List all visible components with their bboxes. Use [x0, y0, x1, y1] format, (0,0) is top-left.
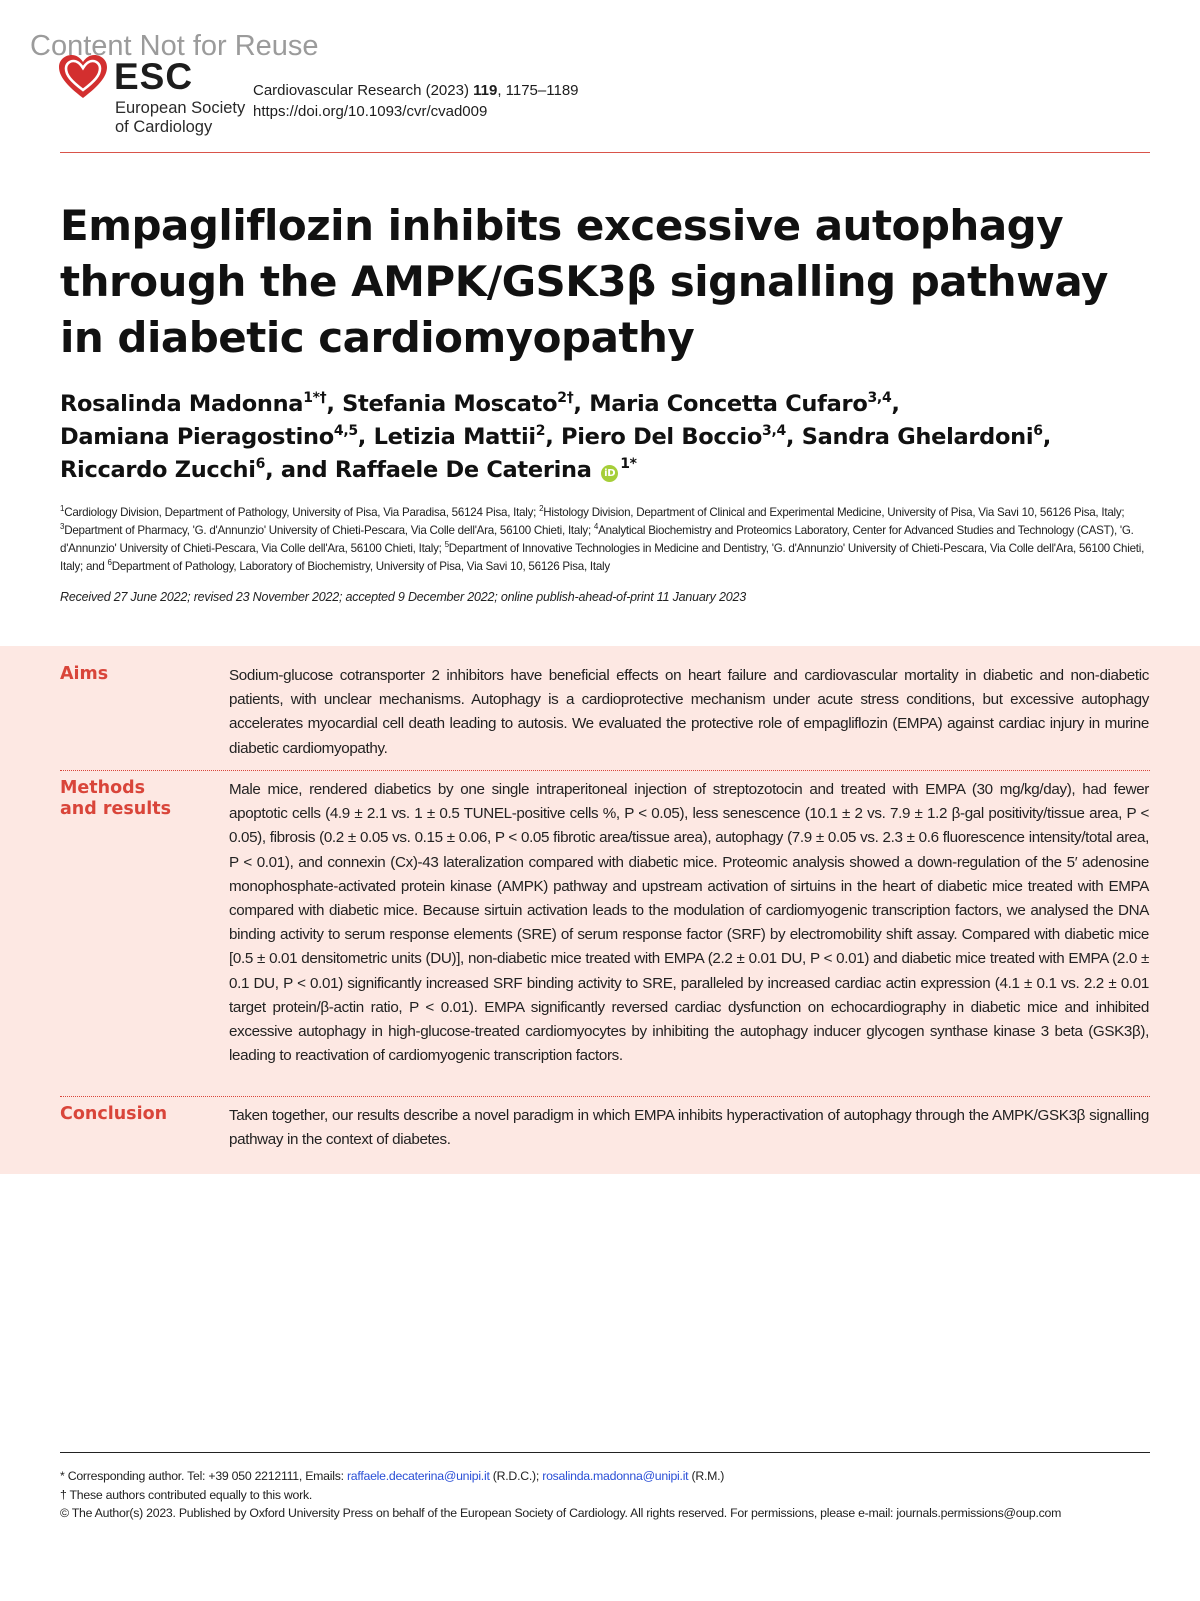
affiliation: Department of Pathology, Laboratory of Biochemistry, University of Pisa, Via Savi 10, 56126 Pisa, Italy — [111, 560, 610, 573]
journal-citation — [253, 80, 579, 122]
title-line-1: Empagliflozin inhibits excessive autophagy — [60, 201, 1064, 250]
methods-label-line-1: Methods — [60, 778, 146, 798]
methods-label-line-2: and results — [60, 799, 172, 819]
conclusion-label: Conclusion — [60, 1104, 168, 1124]
author: Maria Concetta Cufaro$^{3,4}$, — [589, 390, 900, 417]
email-link[interactable]: raffaele.decaterina@unipi.it — [346, 1469, 490, 1483]
methods-results-label — [60, 778, 210, 820]
author: Letizia Mattii$^2$, — [373, 423, 562, 450]
aims-text: Sodium-glucose cotransporter 2 inhibitors have beneficial effects on heart failure and cardiovascular mortality in diabetic and non-diabetic patients, with unclear mechanisms. Autophagy is a cardioprotective mechanism under acute stress conditions, but excessive autophagy accelerates myocardial cell death leading to autosis. We evaluated the protective role of empagliflozin (EMPA) against cardiac injury in murine diabetic cardiomyopathy. — [229, 667, 1149, 757]
section-divider — [60, 1096, 1150, 1097]
equal-contribution-note: † These authors contributed equally to this work. — [60, 1487, 313, 1502]
footnote-rule — [60, 1452, 1150, 1453]
citation-line — [253, 80, 579, 101]
author-list — [60, 388, 1150, 487]
logo-line-2: of Cardiology — [115, 118, 213, 136]
affiliation: Department of Innovative Technologies in Medicine and Dentistry, 'G. d'Annunzio' University of Chieti-Pescara, Via Colle dell'Ara, 56100 Chieti, Italy; and — [60, 542, 1145, 573]
watermark: Content Not for Reuse — [30, 30, 319, 62]
logo-society-name — [115, 99, 245, 137]
title-line-3: in diabetic cardiomyopathy — [60, 313, 695, 362]
footnotes — [60, 1467, 1152, 1523]
conclusion-section — [60, 1104, 1150, 1160]
affiliation: Cardiology Division, Department of Pathology, University of Pisa, Via Paradisa, 56124 Pisa, Italy; — [64, 506, 540, 519]
methods-results-section — [60, 778, 1150, 1088]
corresponding-author-note: * Corresponding author. Tel: +39 050 2212111, Emails: raffaele.decaterina@unipi.it (R.D.C.); rosalinda.madonna@unipi.it (R.M.) — [60, 1469, 725, 1483]
author: Stefania Moscato$^{2\dagger}$, — [342, 390, 590, 417]
doi-link[interactable]: https://doi.org/10.1093/cvr/cvad009 — [253, 103, 488, 120]
affiliation: Histology Division, Department of Clinical and Experimental Medicine, University of Pisa, Via Savi 10, 56126 Pisa, Italy; — [543, 506, 1125, 519]
affiliation: Analytical Biochemistry and Proteomics Laboratory, Center for Advanced Studies and Technology (CAST), 'G. d'Annunzio' University of Chieti-Pescara, Via Colle dell'Ara, 56100 Chieti, Italy; — [60, 524, 1134, 555]
journal-name: Cardiovascular Research (2023) — [253, 82, 474, 99]
logo-line-1: European Society — [115, 99, 246, 117]
email-link[interactable]: rosalinda.madonna@unipi.it — [542, 1469, 689, 1483]
aims-section — [60, 664, 1150, 764]
journal-volume: 119 — [473, 82, 498, 99]
affiliations: $^1$Cardiology Division, Department of Pathology, University of Pisa, Via Paradisa, 56124 Pisa, Italy; $^2$Histology Division, Department of Clinical and Experimental Medicine, University of Pisa, Via Savi 10, 56126 Pisa, Italy; $^3$Department of Pharmacy, 'G. d'Annunzio' University of Chieti-Pescara, Via Colle dell'Ara, 56100 Chieti, Italy; $^4$Analytical Biochemistry and Proteomics Laboratory, Center for Advanced Studies and Technology (CAST), 'G. d'Annunzio' University of Chieti-Pescara, Via Colle dell'Ara, 56100 Chieti, Italy; $^5$Department of Innovative Technologies in Medicine and Dentistry, 'G. d'Annunzio' University of Chieti-Pescara, Via Colle dell'Ara, 56100 Chieti, Italy; and $^6$Department of Pathology, Laboratory of Biochemistry, University of Pisa, Via Savi 10, 56126 Pisa, Italy — [60, 504, 1145, 573]
author: Rosalinda Madonna$^{1*\dagger}$, — [60, 390, 343, 417]
structured-abstract — [0, 646, 1200, 1174]
affiliation: Department of Pharmacy, 'G. d'Annunzio' University of Chieti-Pescara, Via Colle dell'Ara, 56100 Chieti, Italy; — [64, 524, 594, 537]
copyright-note: © The Author(s) 2023. Published by Oxford University Press on behalf of the European Society of Cardiology. All rights reserved. For permissions, please e-mail: journals.permissions@oup.com — [60, 1506, 1062, 1520]
author: Sandra Ghelardoni$^6$, — [801, 423, 1051, 450]
conclusion-text: Taken together, our results describe a novel paradigm in which EMPA inhibits hyperactivation of autophagy through the AMPK/GSK3β signalling pathway in the context of diabetes. — [229, 1107, 1149, 1149]
author: Riccardo Zucchi$^6$, and — [60, 456, 335, 483]
title-line-2: through the AMPK/GSK3β signalling pathway — [60, 257, 1108, 306]
orcid-icon[interactable]: iD — [601, 465, 618, 482]
article-title — [60, 198, 1140, 366]
author: Damiana Pieragostino$^{4,5}$, — [60, 423, 374, 450]
section-divider — [60, 770, 1150, 771]
esc-logo[interactable] — [58, 52, 248, 136]
author: Raffaele De Caterina $iD^{1*}$ — [334, 456, 637, 483]
aims-label: Aims — [60, 664, 109, 684]
logo-abbreviation: ESC — [114, 56, 194, 97]
header-rule — [60, 152, 1150, 153]
article-dates: Received 27 June 2022; revised 23 November 2022; accepted 9 December 2022; online publish-ahead-of-print 11 January 2023 — [60, 590, 746, 604]
journal-pages: , 1175–1189 — [497, 82, 579, 99]
author: Piero Del Boccio$^{3,4}$, — [561, 423, 802, 450]
methods-results-text: Male mice, rendered diabetics by one single intraperitoneal injection of streptozotocin and treated with EMPA (30 mg/kg/day), had fewer apoptotic cells (4.9 ± 2.1 vs. 1 ± 0.5 TUNEL-positive cells %, P < 0.05), less senescence (10.1 ± 2 vs. 7.9 ± 1.2 β-gal positivity/tissue area, P < 0.05), fibrosis (0.2 ± 0.05 vs. 0.15 ± 0.06, P < 0.05 fibrotic area/tissue area), autophagy (7.9 ± 0.05 vs. 2.3 ± 0.6 fluorescence intensity/total area, P < 0.01), and connexin (Cx)-43 lateralization compared with diabetic mice. Proteomic analysis showed a down-regulation of the 5′ adenosine monophosphate-activated protein kinase (AMPK) pathway and upstream activation of sirtuins in the heart of diabetic mice treated with EMPA compared with diabetic mice. Because sirtuin activation leads to the modulation of cardiomyogenic transcription factors, we analysed the DNA binding activity to serum response elements (SRE) of serum response factor (SRF) by electromobility shift assay. Compared with diabetic mice [0.5 ± 0.01 densitometric units (DU)], non-diabetic mice treated with EMPA (2.2 ± 0.01 DU, P < 0.01) and diabetic mice treated with EMPA (2.0 ± 0.1 DU, P < 0.01) significantly increased SRF binding activity to SRE, paralleled by increased cardiac actin expression (4.1 ± 0.1 vs. 2.2 ± 0.01 target protein/β-actin ratio, P < 0.01). EMPA significantly reversed cardiac dysfunction on echocardiography in diabetic mice and inhibited excessive autophagy in high-glucose-treated cardiomyocytes by inhibiting the autophagy inducer glycogen synthase kinase 3 beta (GSK3β), leading to reactivation of cardiomyogenic transcription factors. — [229, 781, 1149, 1065]
